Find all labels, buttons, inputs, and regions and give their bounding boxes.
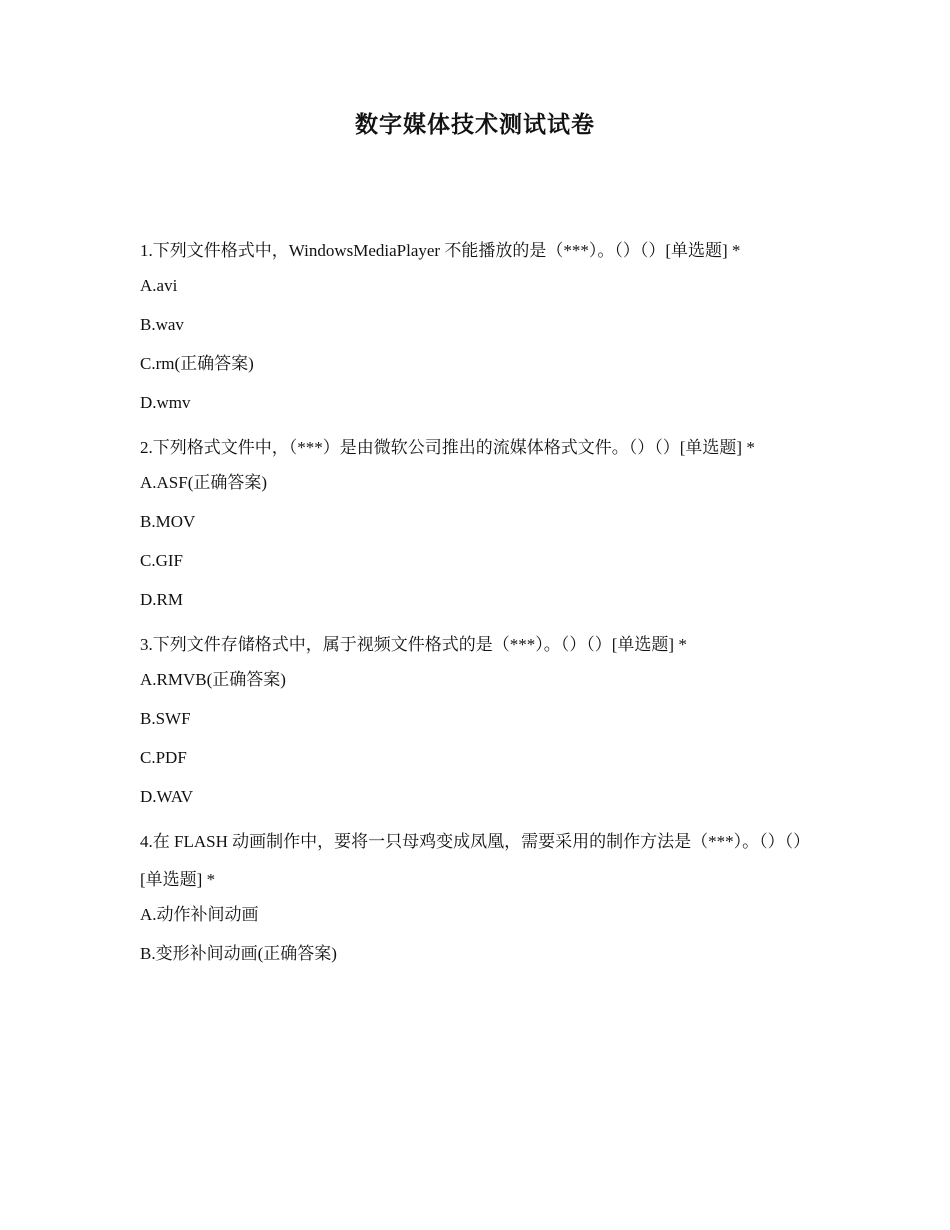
question-text: 1.下列文件格式中，WindowsMediaPlayer 不能播放的是（***）。（）（）[单选题] * <box>140 241 741 260</box>
option-b: B.SWF <box>140 709 191 728</box>
option-b: B.MOV <box>140 512 196 531</box>
question-text: 2.下列格式文件中，（***）是由微软公司推出的流媒体格式文件。（）（）[单选题] * <box>140 438 755 457</box>
option-a: A.ASF(正确答案) <box>140 473 268 492</box>
option-a: A.RMVB(正确答案) <box>140 670 286 689</box>
option-c: C.GIF <box>140 551 183 570</box>
document-title: 数字媒体技术测试试卷 <box>355 112 595 138</box>
question-1 <box>140 232 820 416</box>
option-c: C.PDF <box>140 748 187 767</box>
question-text: 3.下列文件存储格式中，属于视频文件格式的是（***）。（）（）[单选题] * <box>140 635 687 654</box>
question-2 <box>140 429 820 613</box>
question-4 <box>140 823 820 967</box>
question-list <box>140 232 820 980</box>
option-c: C.rm(正确答案) <box>140 354 254 373</box>
option-d: D.WAV <box>140 787 194 806</box>
option-d: D.RM <box>140 590 183 609</box>
option-b: B.wav <box>140 315 184 334</box>
question-3 <box>140 626 820 810</box>
option-b: B.变形补间动画(正确答案) <box>140 944 337 963</box>
option-d: D.wmv <box>140 393 191 412</box>
option-a: A.动作补间动画 <box>140 905 259 924</box>
option-a: A.avi <box>140 276 178 295</box>
question-text: 4.在 FLASH 动画制作中，要将一只母鸡变成凤凰，需要采用的制作方法是（***）。（）（）[单选题] * <box>140 832 811 889</box>
